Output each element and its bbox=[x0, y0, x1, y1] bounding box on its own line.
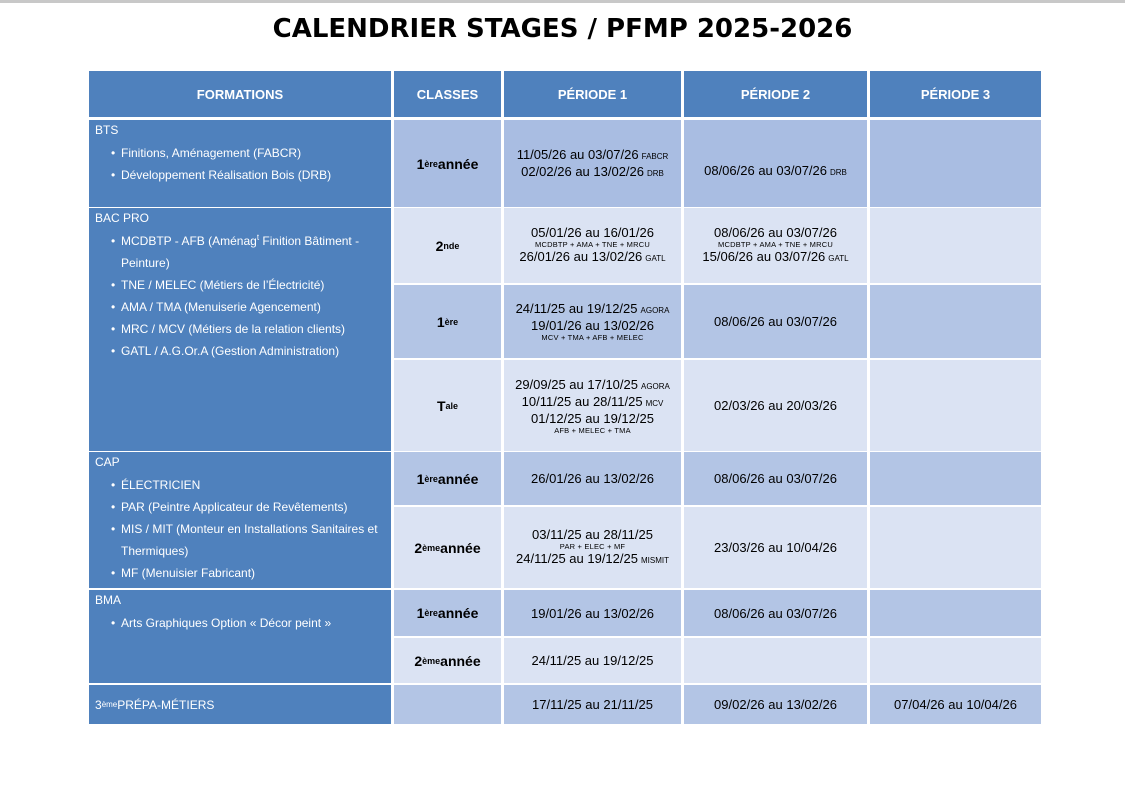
date-range: 11/05/26 au 03/07/26 bbox=[516, 146, 639, 162]
classe-label: 1 bbox=[416, 155, 425, 172]
list-item: • Finitions, Aménagement (FABCR) bbox=[113, 142, 385, 164]
date-range: 09/02/26 au 13/02/26 bbox=[714, 697, 837, 712]
classe-suffix: année bbox=[437, 470, 479, 487]
formation-name: 3 bbox=[95, 697, 102, 712]
classe-label: 1 bbox=[436, 313, 445, 330]
classe-label: 1 bbox=[416, 470, 425, 487]
classe-sup: ère bbox=[444, 316, 459, 327]
classe-cell bbox=[394, 285, 501, 358]
classe-cell bbox=[394, 685, 501, 724]
list-item: • ÉLECTRICIEN bbox=[113, 474, 385, 496]
list-item: • Arts Graphiques Option « Décor peint » bbox=[113, 612, 385, 634]
tag: AGORA bbox=[640, 306, 670, 315]
formation-bts bbox=[89, 120, 391, 207]
list-item bbox=[113, 230, 385, 274]
classe-cell bbox=[394, 638, 501, 683]
periode-3-cell bbox=[870, 208, 1041, 283]
list-item: • PAR (Peintre Applicateur de Revêtements) bbox=[113, 496, 385, 518]
tag: GATL bbox=[828, 254, 849, 263]
periode-1-cell bbox=[504, 507, 681, 588]
date-range: 03/11/25 au 28/11/25 bbox=[532, 527, 653, 542]
classe-sup: ème bbox=[422, 655, 441, 666]
classe-sup: ère bbox=[424, 608, 438, 618]
date-range: 24/11/25 au 19/12/25 bbox=[516, 551, 638, 566]
periode-2-cell bbox=[684, 360, 867, 451]
classe-suffix: année bbox=[437, 155, 479, 172]
classe-cell bbox=[394, 208, 501, 283]
list-item: • GATL / A.G.Or.A (Gestion Administration) bbox=[113, 340, 385, 362]
tag-small: PAR + ELEC + MF bbox=[559, 542, 626, 551]
formation-list bbox=[95, 142, 385, 186]
periode-2-cell bbox=[684, 507, 867, 588]
classe-cell bbox=[394, 507, 501, 588]
header-periode-2: PÉRIODE 2 bbox=[684, 71, 867, 117]
date-range: 07/04/26 au 10/04/26 bbox=[894, 697, 1017, 712]
tag: MCV bbox=[645, 398, 664, 408]
periode-1-cell bbox=[504, 285, 681, 358]
formation-list bbox=[95, 230, 385, 362]
list-item: • MF (Menuisier Fabricant) bbox=[113, 562, 385, 584]
classe-cell bbox=[394, 590, 501, 636]
header-formations: FORMATIONS bbox=[89, 71, 391, 117]
periode-2-cell bbox=[684, 638, 867, 683]
periode-3-cell bbox=[870, 590, 1041, 636]
formation-name: CAP bbox=[95, 455, 120, 469]
formation-name: BAC PRO bbox=[95, 211, 150, 225]
periode-3-cell bbox=[870, 360, 1041, 451]
list-item-text-rest: Finition Bâtiment - Peinture) bbox=[121, 234, 360, 270]
list-item: • MRC / MCV (Métiers de la relation clients) bbox=[113, 318, 385, 340]
date-range: 19/01/26 au 13/02/26 bbox=[531, 318, 654, 333]
periode-2-cell bbox=[684, 208, 867, 283]
classe-sup: nde bbox=[443, 240, 460, 251]
page-title: CALENDRIER STAGES / PFMP 2025-2026 bbox=[272, 14, 853, 44]
classe-sup: ème bbox=[422, 542, 441, 553]
classe-sup: ère bbox=[424, 473, 438, 484]
list-item-text: MCDBTP - AFB (Aménag bbox=[121, 234, 257, 248]
date-range: 24/11/25 au 19/12/25 bbox=[531, 653, 654, 668]
formation-list bbox=[95, 612, 385, 634]
tag: MISMIT bbox=[640, 556, 669, 565]
classe-suffix: année bbox=[437, 605, 479, 621]
date-range: 08/06/26 au 03/07/26 bbox=[714, 471, 837, 486]
formation-prepa-metiers: 3 ème PRÉPA-MÉTIERS bbox=[89, 685, 391, 724]
list-item: • TNE / MELEC (Métiers de l’Électricité) bbox=[113, 274, 385, 296]
formation-cap bbox=[89, 452, 391, 588]
periode-2-cell bbox=[684, 590, 867, 636]
date-range: 26/01/26 au 13/02/26 bbox=[519, 249, 643, 264]
periode-1-cell bbox=[504, 590, 681, 636]
classe-label: 2 bbox=[414, 652, 423, 669]
date-range: 08/06/26 au 03/07/26 bbox=[714, 605, 837, 621]
header-classes: CLASSES bbox=[394, 71, 501, 117]
classe-label: 1 bbox=[416, 605, 425, 621]
date-range: 08/06/26 au 03/07/26 bbox=[714, 225, 837, 240]
header-periode-1: PÉRIODE 1 bbox=[504, 71, 681, 117]
date-range: 15/06/26 au 03/07/26 bbox=[702, 249, 826, 264]
formation-name: BMA bbox=[95, 593, 122, 607]
tag: DRB bbox=[647, 168, 664, 178]
date-range: 17/11/25 au 21/11/25 bbox=[532, 697, 653, 712]
classe-label: T bbox=[436, 397, 446, 414]
tag: GATL bbox=[645, 254, 666, 263]
periode-1-cell bbox=[504, 360, 681, 451]
tag-small: MCDBTP + AMA + TNE + MRCU bbox=[718, 240, 833, 249]
date-range: 02/03/26 au 20/03/26 bbox=[714, 398, 837, 413]
top-rule bbox=[0, 0, 1125, 3]
classe-cell bbox=[394, 120, 501, 207]
tag-small: AFB + MELEC + TMA bbox=[554, 425, 631, 435]
list-item: • Développement Réalisation Bois (DRB) bbox=[113, 164, 385, 186]
tag-small: MCDBTP + AMA + TNE + MRCU bbox=[535, 240, 650, 249]
date-range: 02/02/26 au 13/02/26 bbox=[521, 163, 644, 179]
date-range: 10/11/25 au 28/11/25 bbox=[521, 393, 643, 409]
date-range: 05/01/26 au 16/01/26 bbox=[531, 225, 654, 240]
classe-suffix: année bbox=[440, 652, 481, 669]
formation-name: BTS bbox=[95, 123, 119, 137]
periode-3-cell bbox=[870, 452, 1041, 505]
periode-2-cell bbox=[684, 685, 867, 724]
date-range: 08/06/26 au 03/07/26 bbox=[714, 314, 837, 329]
classe-cell bbox=[394, 452, 501, 505]
periode-3-cell bbox=[870, 685, 1041, 724]
tag-small: MCV + TMA + AFB + MELEC bbox=[541, 333, 644, 342]
periode-3-cell bbox=[870, 507, 1041, 588]
tag: AGORA bbox=[640, 381, 670, 391]
periode-1-cell bbox=[504, 638, 681, 683]
header-periode-3: PÉRIODE 3 bbox=[870, 71, 1041, 117]
formation-bac-pro bbox=[89, 208, 391, 451]
list-item: • MIS / MIT (Monteur en Installations Sanitaires et Thermiques) bbox=[113, 518, 385, 562]
periode-2-cell bbox=[684, 285, 867, 358]
formation-name-rest: PRÉPA-MÉTIERS bbox=[117, 697, 215, 712]
date-range: 19/01/26 au 13/02/26 bbox=[531, 605, 654, 621]
periode-2-cell bbox=[684, 120, 867, 207]
periode-1-cell bbox=[504, 685, 681, 724]
list-item: • AMA / TMA (Menuiserie Agencement) bbox=[113, 296, 385, 318]
classe-suffix: année bbox=[440, 539, 481, 556]
date-range: 01/12/25 au 19/12/25 bbox=[531, 410, 654, 426]
tag: FABCR bbox=[641, 151, 669, 161]
date-range: 24/11/25 au 19/12/25 bbox=[515, 301, 638, 316]
periode-1-cell bbox=[504, 208, 681, 283]
formation-bma bbox=[89, 590, 391, 683]
formation-list bbox=[95, 474, 385, 584]
periode-3-cell bbox=[870, 120, 1041, 207]
date-range: 26/01/26 au 13/02/26 bbox=[531, 471, 654, 486]
classe-cell bbox=[394, 360, 501, 451]
classe-label: 2 bbox=[414, 539, 423, 556]
periode-1-cell bbox=[504, 452, 681, 505]
periode-3-cell bbox=[870, 638, 1041, 683]
date-range: 29/09/25 au 17/10/25 bbox=[515, 376, 638, 392]
classe-label: 2 bbox=[435, 237, 444, 254]
periode-1-cell bbox=[504, 120, 681, 207]
periode-2-cell bbox=[684, 452, 867, 505]
periode-3-cell bbox=[870, 285, 1041, 358]
classe-sup: ale bbox=[445, 400, 459, 411]
list-item-sup: t bbox=[256, 233, 260, 242]
tag: DRB bbox=[830, 168, 847, 177]
date-range: 23/03/26 au 10/04/26 bbox=[714, 540, 837, 555]
date-range: 08/06/26 au 03/07/26 bbox=[704, 163, 827, 178]
classe-sup: ère bbox=[424, 158, 438, 169]
